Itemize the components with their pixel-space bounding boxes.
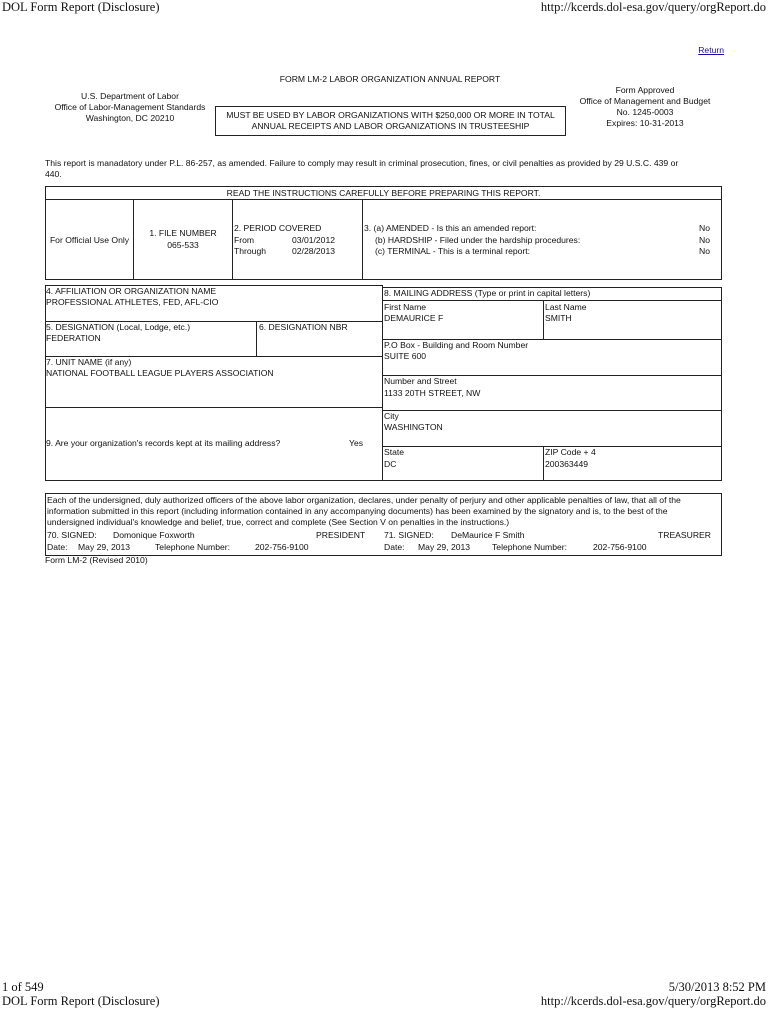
designation-value: FEDERATION xyxy=(46,333,101,343)
amended-label: 3. (a) AMENDED - Is this an amended report: xyxy=(364,223,537,233)
sig70-title: PRESIDENT xyxy=(316,530,366,540)
must-line2: ANNUAL RECEIPTS AND LABOR ORGANIZATIONS IN TRUSTEESHIP xyxy=(251,121,530,131)
unit-name-label: 7. UNIT NAME (if any) xyxy=(46,357,132,367)
file-number-label: 1. FILE NUMBER xyxy=(149,228,217,238)
browser-url: http://kcerds.dol-esa.gov/query/orgReport.do xyxy=(540,0,766,14)
records-question: 9. Are your organization's records kept at its mailing address? xyxy=(46,438,281,448)
unit-name-value: NATIONAL FOOTBALL LEAGUE PLAYERS ASSOCIATION xyxy=(46,368,274,378)
period-covered-label: 2. PERIOD COVERED xyxy=(234,223,322,233)
date71-value: May 29, 2013 xyxy=(418,542,471,552)
zip-label: ZIP Code + 4 xyxy=(545,447,596,457)
hardship-label: (b) HARDSHIP - Filed under the hardship procedures: xyxy=(375,235,581,245)
official-use-label: For Official Use Only xyxy=(49,235,130,245)
phone70-value: 202-756-9100 xyxy=(255,542,309,552)
first-name-label: First Name xyxy=(384,302,427,312)
date70-label: Date: xyxy=(47,542,68,552)
sig70-name: Domonique Foxworth xyxy=(113,530,195,540)
approved-line1: Form Approved xyxy=(615,85,675,95)
date71-label: Date: xyxy=(384,542,405,552)
last-name-value: SMITH xyxy=(545,313,572,323)
terminal-label: (c) TERMINAL - This is a terminal report: xyxy=(375,246,531,256)
designation-label: 5. DESIGNATION (Local, Lodge, etc.) xyxy=(46,322,191,332)
city-label: City xyxy=(384,411,399,421)
sig70-label: 70. SIGNED: xyxy=(47,530,97,540)
through-value: 02/28/2013 xyxy=(292,246,336,256)
declaration-line2: information submitted in this report (including information contained in any accompanying documents) has been examined by the signatory and is, to the best of the xyxy=(47,506,668,516)
organization-box xyxy=(45,285,383,481)
hardship-value: No xyxy=(699,235,710,245)
pobox-label: P.O Box - Building and Room Number xyxy=(384,340,529,350)
date70-value: May 29, 2013 xyxy=(78,542,131,552)
sig71-name: DeMaurice F Smith xyxy=(451,530,525,540)
mailing-address-label: 8. MAILING ADDRESS (Type or print in capital letters) xyxy=(384,288,591,298)
dept-line2: Office of Labor-Management Standards xyxy=(54,102,206,112)
page-count: 1 of 549 xyxy=(2,980,44,994)
from-value: 03/01/2012 xyxy=(292,235,336,245)
footer-url: http://kcerds.dol-esa.gov/query/orgReport.do xyxy=(540,994,766,1008)
pobox-value: SUITE 600 xyxy=(384,351,427,361)
approved-line2: Office of Management and Budget xyxy=(579,96,711,106)
records-answer: Yes xyxy=(349,438,364,448)
declaration-line1: Each of the undersigned, duly authorized officers of the above labor organization, declares, under penalty of perjury and other applicable penalties of law, that all of the xyxy=(47,495,681,505)
phone70-label: Telephone Number: xyxy=(155,542,231,552)
notice-line1: This report is manadatory under P.L. 86-257, as amended. Failure to comply may result in criminal prosecution, fines, or civil penalties as provided by 29 U.S.C. 439 or xyxy=(45,158,679,168)
last-name-label: Last Name xyxy=(545,302,587,312)
instructions-box xyxy=(45,186,722,200)
city-value: WASHINGTON xyxy=(384,422,443,432)
browser-page-title: DOL Form Report (Disclosure) xyxy=(2,0,160,14)
terminal-value: No xyxy=(699,246,710,256)
sig71-title: TREASURER xyxy=(657,530,711,540)
sig71-label: 71. SIGNED: xyxy=(384,530,434,540)
must-use-box xyxy=(215,106,566,136)
street-label: Number and Street xyxy=(384,376,457,386)
state-value: DC xyxy=(384,459,397,469)
through-label: Through xyxy=(234,246,267,256)
designation-nbr-label: 6. DESIGNATION NBR xyxy=(259,322,348,332)
street-value: 1133 20TH STREET, NW xyxy=(384,388,481,398)
phone71-value: 202-756-9100 xyxy=(593,542,647,552)
approved-line3: No. 1245-0003 xyxy=(616,107,674,117)
form-title: FORM LM-2 LABOR ORGANIZATION ANNUAL REPORT xyxy=(279,74,501,84)
declaration-line3: undersigned individual's knowledge and belief, true, correct and complete (See Section V on penalties in the instructions.) xyxy=(47,517,510,527)
dept-line1: U.S. Department of Labor xyxy=(81,91,179,101)
form-revision: Form LM-2 (Revised 2010) xyxy=(45,555,148,565)
affiliation-value: PROFESSIONAL ATHLETES, FED, AFL-CIO xyxy=(46,297,219,307)
print-datetime: 5/30/2013 8:52 PM xyxy=(668,980,766,994)
must-line1: MUST BE USED BY LABOR ORGANIZATIONS WITH $250,000 OR MORE IN TOTAL xyxy=(226,110,555,120)
file-number-value: 065-533 xyxy=(167,240,199,250)
return-link[interactable]: Return xyxy=(698,45,724,55)
footer-page-title: DOL Form Report (Disclosure) xyxy=(2,994,160,1008)
state-label: State xyxy=(384,447,405,457)
affiliation-label: 4. AFFILIATION OR ORGANIZATION NAME xyxy=(46,286,217,296)
from-label: From xyxy=(234,235,255,245)
phone71-label: Telephone Number: xyxy=(492,542,568,552)
zip-value: 200363449 xyxy=(545,459,589,469)
amended-value: No xyxy=(699,223,710,233)
dept-line3: Washington, DC 20210 xyxy=(85,113,175,123)
notice-line2: 440. xyxy=(45,169,62,179)
first-name-value: DEMAURICE F xyxy=(384,313,444,323)
approved-line4: Expires: 10-31-2013 xyxy=(606,118,684,128)
instructions-text: READ THE INSTRUCTIONS CAREFULLY BEFORE PREPARING THIS REPORT. xyxy=(226,188,541,198)
